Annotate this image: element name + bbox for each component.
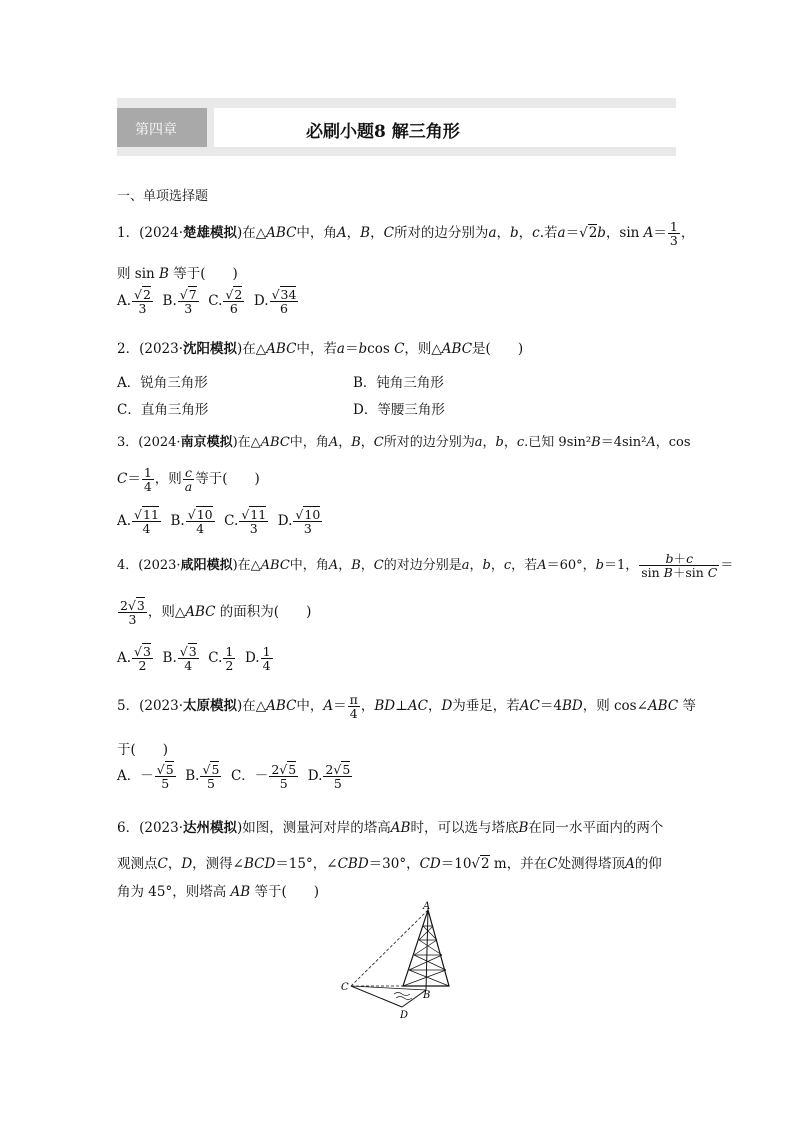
question-2-option-d: D．等腰三角形: [353, 402, 445, 418]
question-1-line-2: 则 sin B 等于( ): [117, 266, 238, 282]
page-title: 必刷小题8 解三角形: [306, 122, 460, 142]
question-6-line-3: 角为 45°，则塔高 AB 等于( ): [117, 884, 320, 900]
tower-figure: [336, 900, 466, 1025]
question-5-options: A．－ √ $\frac{5}{5}$ B. √ $\frac{5}{5}$ C．－ $\frac{2√ 5}{5}$ D. $\frac{2√ 5}{5}$: [117, 763, 353, 790]
label-b: B: [423, 990, 431, 1001]
question-1-options: A. √ $\frac{2}{3}$ B. √ $\frac{7}{3}$ C. √ $\frac{2}{6}$ D. √ $\frac{34}{6}$: [117, 288, 299, 315]
question-3-line-1: 3．(2024·南京模拟)在△ABC中，角A，B，C所对的边分别为a，b，c.已知 9sin²B＝4sin²A，cos: [117, 435, 691, 450]
label-c: C: [341, 982, 349, 993]
section-title: 一、单项选择题: [117, 189, 209, 204]
question-6-line-2: 观测点C，D，测得∠BCD＝15°，∠CBD＝30°，CD＝10√ 2 m，并在C处测得塔顶A的仰: [117, 852, 662, 872]
label-d: D: [400, 1010, 409, 1021]
question-5-line-2: 于( ): [117, 742, 169, 758]
question-2-option-b: B．钝角三角形: [353, 375, 444, 391]
chapter-label: 第四章: [135, 122, 177, 138]
dashed-line-ca: [351, 910, 428, 986]
question-2-option-a: A．锐角三角形: [117, 375, 208, 391]
question-4-line-1: 4．(2023·咸阳模拟)在△ABC中，角A，B，C的对边分别是a，b，c，若A＝60°，b＝1， $\frac{b+c}{\text{sin B＋sin C}}$ ＝: [117, 551, 734, 581]
question-3-line-2: C＝ $\frac{1}{4}$ ，则 $\frac{c}{a}$ 等于( ): [117, 465, 260, 495]
question-4-options: A. √ $\frac{3}{2}$ B. √ $\frac{3}{4}$ C. $\frac{1}{2}$ D. $\frac{1}{4}$: [117, 645, 274, 672]
tower-axis: [426, 910, 428, 990]
river-wave: [396, 997, 412, 1000]
question-4-line-2: $\frac{2√ 3}{3}$ ，则△ABC 的面积为( ): [117, 599, 311, 626]
question-1-line-1: 1．(2024·楚雄模拟)在△ABC中，角A，B，C所对的边分别为a，b，c.若a＝√ 2b，sin A＝ $\frac{1}{3}$ ，: [117, 220, 694, 247]
question-5-line-1: 5．(2023·太原模拟)在△ABC中，A＝ $\frac{\pi}{4}$ ，BD⊥AC，D为垂足，若AC＝4BD，则 cos∠ABC 等: [117, 692, 696, 722]
question-3-options: A. √ $\frac{11}{4}$ B. √ $\frac{10}{4}$ C. √ $\frac{11}{3}$ D. √ $\frac{10}{3}$: [117, 508, 323, 535]
line-cd: [351, 986, 402, 1007]
river-wave: [394, 993, 410, 996]
label-a: A: [423, 901, 431, 912]
question-2-option-c: C．直角三角形: [117, 402, 209, 418]
question-6-line-1: 6．(2023·达州模拟)如图，测量河对岸的塔高AB时，可以选与塔底B在同一水平面内的两个: [117, 820, 664, 836]
question-2-line-1: 2．(2023·沈阳模拟)在△ABC中，若a＝bcos C，则△ABC是( ): [117, 341, 524, 357]
